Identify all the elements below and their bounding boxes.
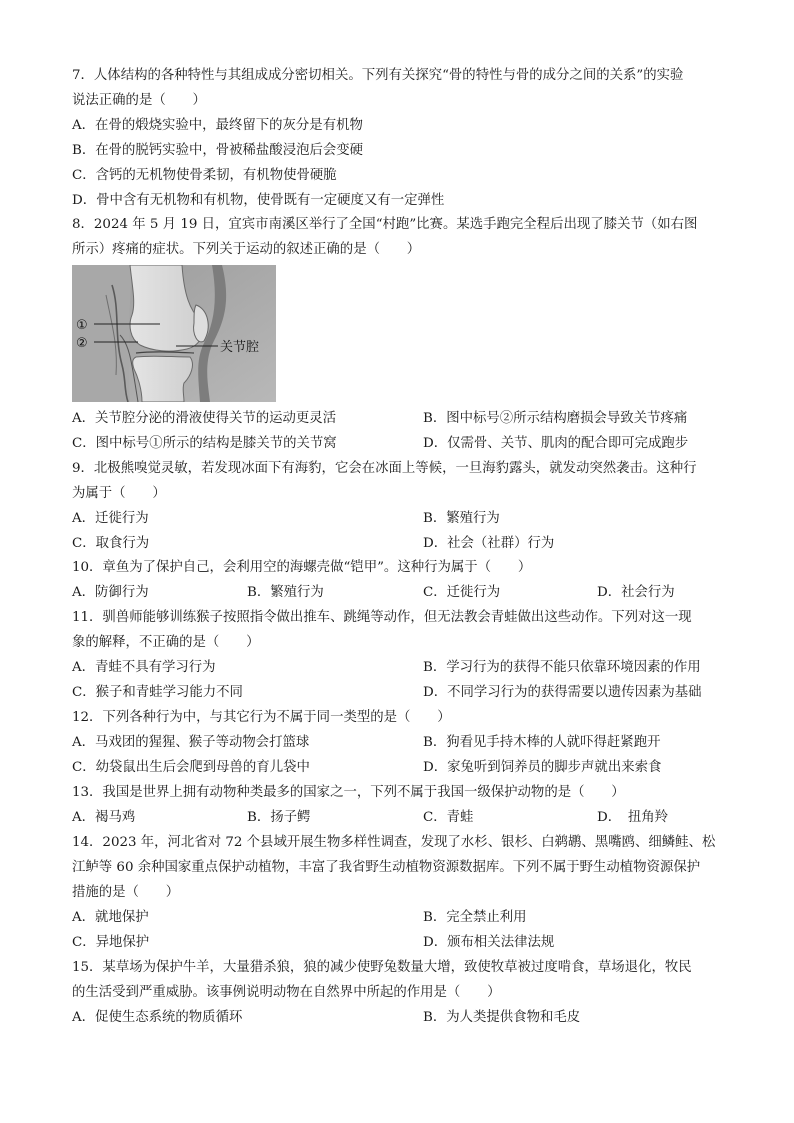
- q7-stem-line2: 说法正确的是（ ）: [72, 93, 206, 108]
- q14-option-c: C．异地保护: [72, 935, 150, 950]
- q7-option-b: B．在骨的脱钙实验中，骨被稀盐酸浸泡后会变硬: [72, 143, 364, 158]
- q13-option-d: D． 扭角羚: [597, 810, 668, 825]
- q9-option-a: A．迁徙行为: [72, 511, 149, 526]
- q10-option-c: C．迁徙行为: [423, 585, 501, 600]
- q13-option-c: C．青蛙: [423, 810, 474, 825]
- q14-option-b: B．完全禁止利用: [423, 910, 527, 925]
- q12-option-d: D．家兔听到饲养员的脚步声就出来索食: [423, 760, 662, 775]
- q11-option-b: B．学习行为的获得不能只依靠环境因素的作用: [423, 660, 701, 675]
- q11-option-a: A．青蛙不具有学习行为: [72, 660, 216, 675]
- figure-label-joint-cavity: 关节腔: [220, 340, 260, 355]
- q8-option-c: C．图中标号①所示的结构是膝关节的关节窝: [72, 436, 337, 451]
- q13-option-a: A．褐马鸡: [72, 810, 136, 825]
- q7-option-a: A．在骨的煅烧实验中，最终留下的灰分是有机物: [72, 118, 363, 133]
- q13-stem: 13．我国是世界上拥有动物种类最多的国家之一，下列不属于我国一级保护动物的是（ ）: [72, 785, 625, 800]
- q9-option-d: D．社会（社群）行为: [423, 536, 555, 551]
- q9-stem-line1: 9．北极熊嗅觉灵敏，若发现冰面下有海豹，它会在冰面上等候，一旦海豹露头，就发动突然袭击。这种行: [72, 461, 697, 476]
- q8-stem-line2: 所示）疼痛的症状。下列关于运动的叙述正确的是（ ）: [72, 242, 421, 257]
- q7-option-c: C．含钙的无机物使骨柔韧，有机物使骨硬脆: [72, 168, 337, 183]
- q12-option-c: C．幼袋鼠出生后会爬到母兽的育儿袋中: [72, 760, 310, 775]
- q8-option-b: B．图中标号②所示结构磨损会导致关节疼痛: [423, 411, 688, 426]
- q14-stem-line1: 14．2023 年，河北省对 72 个县域开展生物多样性调查，发现了水杉、银杉、白鹈鹕、黑嘴鸥、细鳞鲑、松: [72, 835, 716, 850]
- figure-label-2: ②: [76, 336, 88, 351]
- q14-stem-line3: 措施的是（ ）: [72, 885, 180, 900]
- q7-stem-line1: 7．人体结构的各种特性与其组成成分密切相关。下列有关探究“骨的特性与骨的成分之间的关系”的实验: [72, 68, 684, 83]
- q15-stem-line1: 15．某草场为保护牛羊，大量猎杀狼，狼的减少使野兔数量大增，致使牧草被过度啃食，草场退化，牧民: [72, 960, 692, 975]
- q11-option-d: D．不同学习行为的获得需要以遗传因素为基础: [423, 685, 702, 700]
- q8-option-a: A．关节腔分泌的滑液使得关节的运动更灵活: [72, 411, 337, 426]
- q11-option-c: C．猴子和青蛙学习能力不同: [72, 685, 243, 700]
- q15-option-a: A．促使生态系统的物质循环: [72, 1010, 243, 1025]
- q9-option-c: C．取食行为: [72, 536, 150, 551]
- q9-stem-line2: 为属于（ ）: [72, 486, 166, 501]
- q12-stem: 12．下列各种行为中，与其它行为不属于同一类型的是（ ）: [72, 710, 451, 725]
- q15-option-b: B．为人类提供食物和毛皮: [423, 1010, 581, 1025]
- q15-stem-line2: 的生活受到严重威胁。该事例说明动物在自然界中所起的作用是（ ）: [72, 985, 501, 1000]
- q14-option-d: D．颁布相关法律法规: [423, 935, 555, 950]
- q12-option-a: A．马戏团的猩猩、猴子等动物会打篮球: [72, 735, 310, 750]
- q8-stem-line1: 8．2024 年 5 月 19 日，宜宾市南溪区举行了全国“村跑”比赛。某选手跑完全程后出现了膝关节（如右图: [72, 217, 698, 232]
- q11-stem-line2: 象的解释，不正确的是（ ）: [72, 635, 260, 650]
- q14-option-a: A．就地保护: [72, 910, 149, 925]
- figure-label-1: ①: [76, 318, 88, 333]
- q11-stem-line1: 11．驯兽师能够训练猴子按照指令做出推车、跳绳等动作，但无法教会青蛙做出这些动作。下列对这一现: [72, 610, 692, 625]
- q10-stem: 10．章鱼为了保护自己，会利用空的海螺壳做“铠甲”。这种行为属于（ ）: [72, 560, 532, 575]
- q14-stem-line2: 江鲈等 60 余种国家重点保护动植物，丰富了我省野生动植物资源数据库。下列不属于野生动植物资源保护: [72, 860, 701, 875]
- q8-option-d: D．仅需骨、关节、肌肉的配合即可完成跑步: [423, 436, 689, 451]
- q10-option-b: B．繁殖行为: [247, 585, 324, 600]
- q10-option-d: D．社会行为: [597, 585, 675, 600]
- q13-option-b: B．扬子鳄: [247, 810, 311, 825]
- q9-option-b: B．繁殖行为: [423, 511, 500, 526]
- q12-option-b: B．狗看见手持木棒的人就吓得赶紧跑开: [423, 735, 661, 750]
- knee-joint-figure: [72, 265, 276, 402]
- q7-option-d: D．骨中含有无机物和有机物，使骨既有一定硬度又有一定弹性: [72, 193, 445, 208]
- q10-option-a: A．防御行为: [72, 585, 149, 600]
